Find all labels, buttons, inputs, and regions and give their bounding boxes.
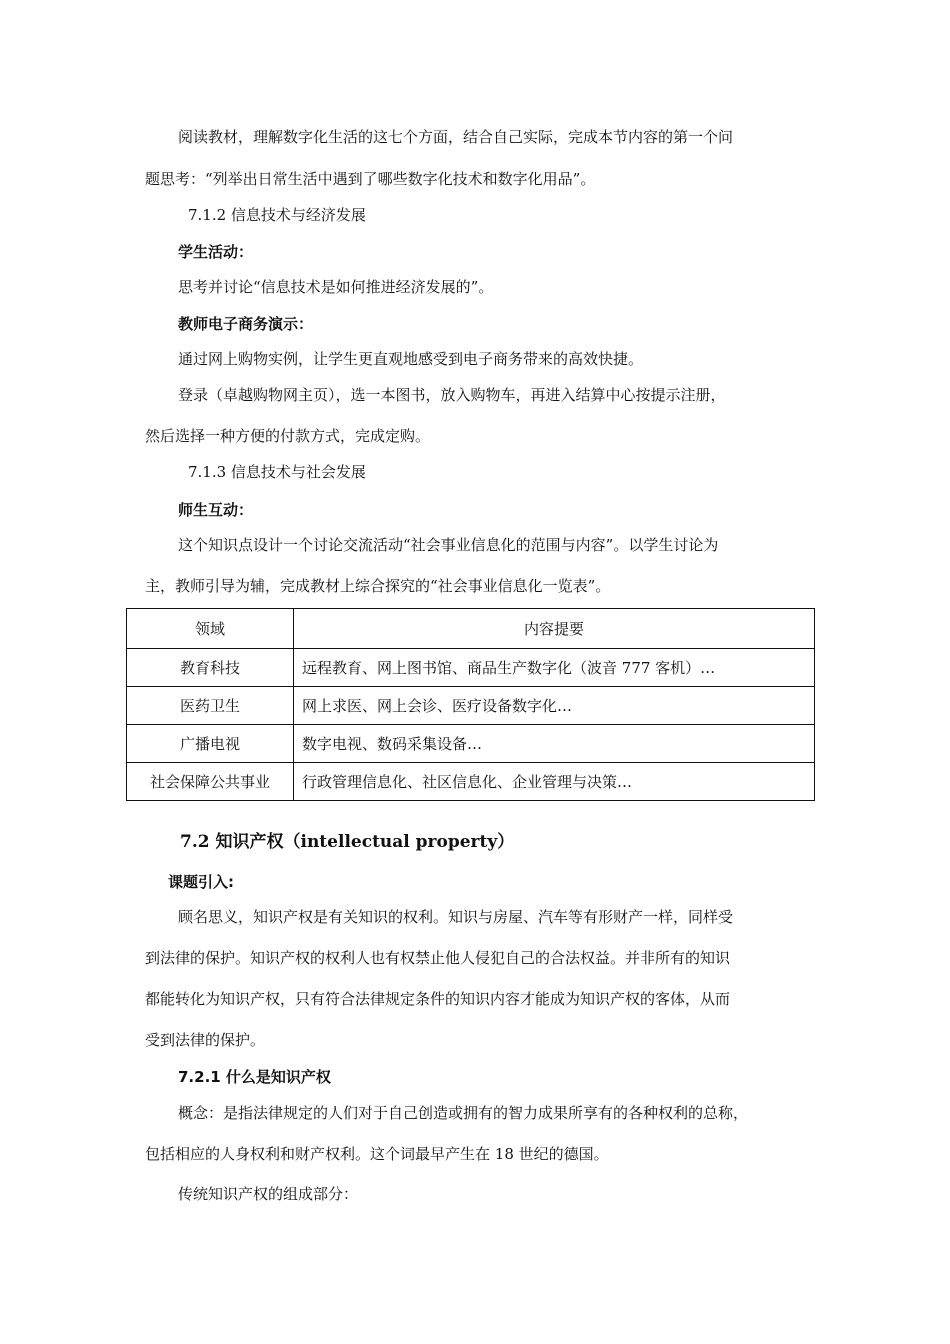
paragraph-line: 思考并讨论“信息技术是如何推进经济发展的”。 (178, 278, 494, 296)
table-row (127, 725, 815, 763)
paragraph-line: 登录（卓越购物网主页），选一本图书，放入购物车，再进入结算中心按提示注册， (178, 386, 726, 404)
paragraph-line: 题思考：“列举出日常生活中遇到了哪些数字化技术和数字化用品”。 (145, 170, 596, 188)
table-cell: 网上求医、网上会诊、医疗设备数字化… (294, 687, 815, 725)
paragraph-line: 通过网上购物实例，让学生更直观地感受到电子商务带来的高效快捷。 (178, 350, 644, 368)
intro-label: 课题引入: (168, 873, 234, 891)
table-cell: 数字电视、数码采集设备… (294, 725, 815, 763)
paragraph-line: 包括相应的人身权利和财产权利。这个词最早产生在 18 世纪的德国。 (145, 1145, 609, 1163)
table-cell: 医药卫生 (127, 687, 294, 725)
paragraph-line: 然后选择一种方便的付款方式，完成定购。 (145, 427, 431, 445)
sub-heading-721: 7.2.1 什么是知识产权 (178, 1068, 331, 1086)
table-cell: 社会保障公共事业 (127, 763, 294, 801)
paragraph-line: 受到法律的保护。 (145, 1031, 266, 1049)
section-heading-712: 7.1.2 信息技术与经济发展 (188, 206, 366, 224)
table-row (127, 687, 815, 725)
paragraph-line: 到法律的保护。知识产权的权利人也有权禁止他人侵犯自己的合法权益。并非所有的知识 (145, 949, 731, 967)
table-header-row (127, 609, 815, 649)
paragraph-line: 顾名思义，知识产权是有关知识的权利。知识与房屋、汽车等有形财产一样，同样受 (178, 908, 734, 926)
paragraph-line: 主，教师引导为辅，完成教材上综合探究的“社会事业信息化一览表”。 (145, 577, 611, 595)
table-cell: 教育科技 (127, 649, 294, 687)
table-header-cell: 领域 (127, 609, 294, 649)
social-informatization-table (126, 608, 815, 801)
paragraph-line: 概念：是指法律规定的人们对于自己创造或拥有的智力成果所享有的各种权利的总称， (178, 1104, 749, 1122)
section-heading-72: 7.2 知识产权（intellectual property） (180, 832, 515, 852)
paragraph-line: 阅读教材，理解数字化生活的这七个方面，结合自己实际，完成本节内容的第一个问 (178, 128, 734, 146)
section-heading-713: 7.1.3 信息技术与社会发展 (188, 463, 366, 481)
paragraph-line: 都能转化为知识产权，只有符合法律规定条件的知识内容才能成为知识产权的客体，从而 (145, 990, 731, 1008)
paragraph-line: 传统知识产权的组成部分： (178, 1185, 359, 1203)
table-row (127, 763, 815, 801)
paragraph-line: 这个知识点设计一个讨论交流活动“社会事业信息化的范围与内容”。以学生讨论为 (178, 536, 719, 554)
teacher-demo-label: 教师电子商务演示： (178, 315, 314, 333)
interaction-label: 师生互动： (178, 501, 254, 519)
table-cell: 远程教育、网上图书馆、商品生产数字化（波音 777 客机）… (294, 649, 815, 687)
table-cell: 广播电视 (127, 725, 294, 763)
student-activity-label: 学生活动： (178, 243, 254, 261)
table-row (127, 649, 815, 687)
table-cell: 行政管理信息化、社区信息化、企业管理与决策… (294, 763, 815, 801)
table-header-cell: 内容提要 (294, 609, 815, 649)
